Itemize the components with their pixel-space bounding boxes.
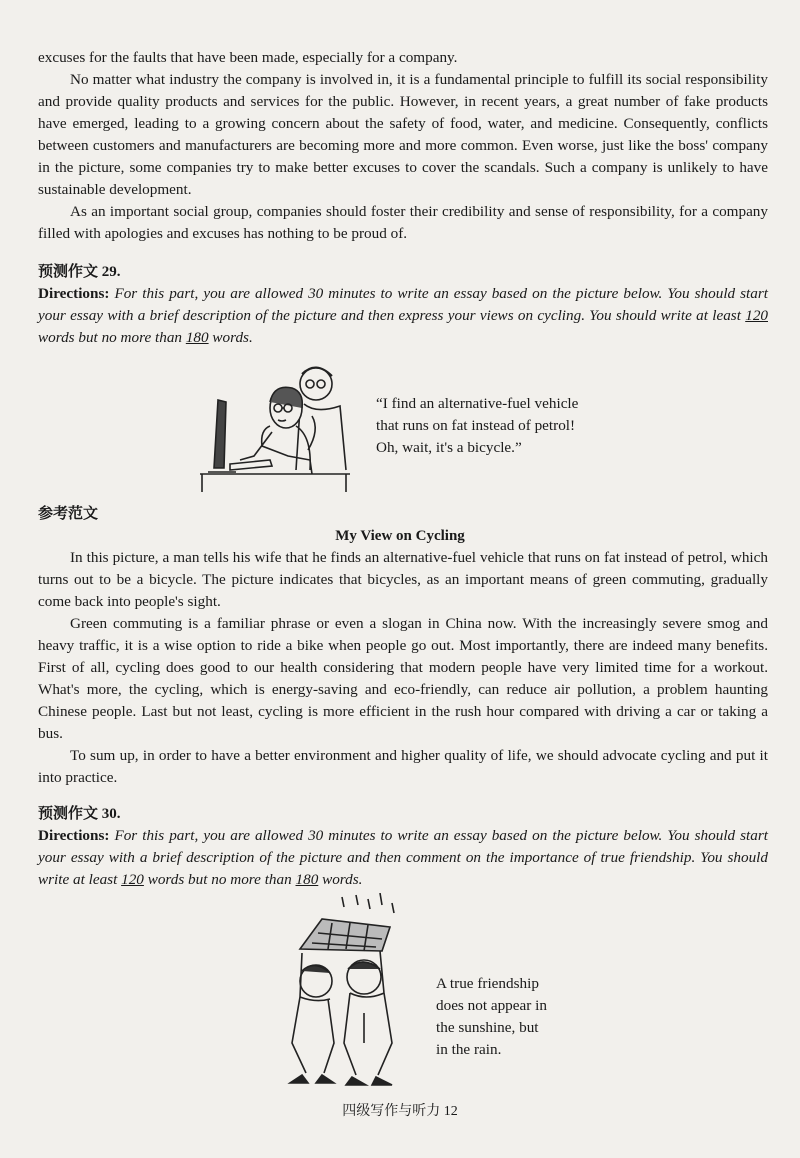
task30-heading: 预测作文 30. bbox=[38, 806, 121, 822]
task30-directions-label: Directions: bbox=[38, 827, 110, 844]
page-footer bbox=[0, 1100, 800, 1120]
essay-title: My View on Cycling bbox=[335, 528, 465, 544]
reference-essay-heading: 参考范文 bbox=[38, 506, 99, 522]
task29-caption-line-2: that runs on fat instead of petrol! bbox=[376, 417, 576, 434]
essay-paragraph-1: In this picture, a man tells his wife that he finds an alternative-fuel vehicle that runs on fat instead of petrol, which turns out to be a bicycle. The picture indicates that bicycles, as an important means of green commuting, gradually come back into people's sight. bbox=[38, 549, 768, 610]
task29-caption-line-3: Oh, wait, it's a bicycle.” bbox=[376, 439, 522, 456]
task29-directions-text-2: words but no more than bbox=[38, 329, 186, 346]
intro-paragraph-1: excuses for the faults that have been made, especially for a company. bbox=[38, 49, 458, 66]
task30-directions-text-3: words. bbox=[318, 871, 363, 888]
footer-page-number: 12 bbox=[443, 1104, 458, 1119]
task29-directions-text-3: words. bbox=[208, 329, 253, 346]
task29-directions-label: Directions: bbox=[38, 285, 110, 302]
task30-caption bbox=[436, 973, 547, 1061]
intro-section bbox=[38, 47, 768, 245]
task30-caption-line-1: A true friendship bbox=[436, 975, 539, 992]
task30-directions bbox=[38, 825, 768, 891]
task30-min-words: 120 bbox=[121, 871, 144, 888]
task29-directions-text-1: For this part, you are allowed 30 minutes to write an essay based on the picture below. You should start your essay with a brief description of the picture and then express your views on cycling. You should write at least bbox=[38, 285, 768, 324]
intro-paragraph-2: No matter what industry the company is involved in, it is a fundamental principle to fulfill its social responsibility and provide quality products and services for the public. However, in recent years, a great number of fake products have emerged, leading to a growing concern about the safety of food, water, and medicine. Consequently, conflicts between customers and manufacturers are becoming more and more common. Even worse, just like the boss' company in the picture, some companies try to make better excuses to cover the scandals. Such a company is unlikely to have sustainable development. bbox=[38, 71, 768, 198]
task29-directions bbox=[38, 283, 768, 349]
cartoon-computer-illustration bbox=[200, 360, 350, 492]
task29-caption bbox=[376, 393, 578, 459]
essay-body bbox=[38, 547, 768, 789]
task30-caption-line-2: does not appear in bbox=[436, 997, 547, 1014]
task29-min-words: 120 bbox=[745, 307, 768, 324]
task30-caption-line-3: the sunshine, but bbox=[436, 1019, 539, 1036]
essay-paragraph-3: To sum up, in order to have a better environment and higher quality of life, we should advocate cycling and put it into practice. bbox=[38, 747, 768, 786]
task30-caption-line-4: in the rain. bbox=[436, 1041, 502, 1058]
task30-directions-text-1: For this part, you are allowed 30 minutes to write an essay based on the picture below. You should start your essay with a brief description of the picture and then comment on the importance of true friendship. You should write at least bbox=[38, 827, 768, 888]
task29-heading: 预测作文 29. bbox=[38, 264, 121, 280]
intro-paragraph-3: As an important social group, companies should foster their credibility and sense of responsibility, for a company filled with apologies and excuses has nothing to be proud of. bbox=[38, 203, 768, 242]
essay-paragraph-2: Green commuting is a familiar phrase or even a slogan in China now. With the increasingly severe smog and heavy traffic, it is a wise option to ride a bike when people go out. Most importantly, there are indeed many benefits. First of all, cycling does good to our health considering that modern people have very limited time for a workout. What's more, the cycling, which is energy-saving and eco-friendly, can reduce air pollution, a problem haunting Chinese people. Last but not least, cycling is more efficient in the rush hour compared with driving a car or taking a bus. bbox=[38, 615, 768, 742]
cartoon-friendship-illustration bbox=[272, 893, 412, 1093]
task30-directions-text-2: words but no more than bbox=[143, 871, 296, 888]
task30-max-words: 180 bbox=[295, 871, 319, 888]
footer-book-title: 四级写作与听力 bbox=[342, 1104, 441, 1119]
task29-caption-line-1: “I find an alternative-fuel vehicle bbox=[376, 395, 579, 412]
task29-max-words: 180 bbox=[185, 329, 209, 346]
